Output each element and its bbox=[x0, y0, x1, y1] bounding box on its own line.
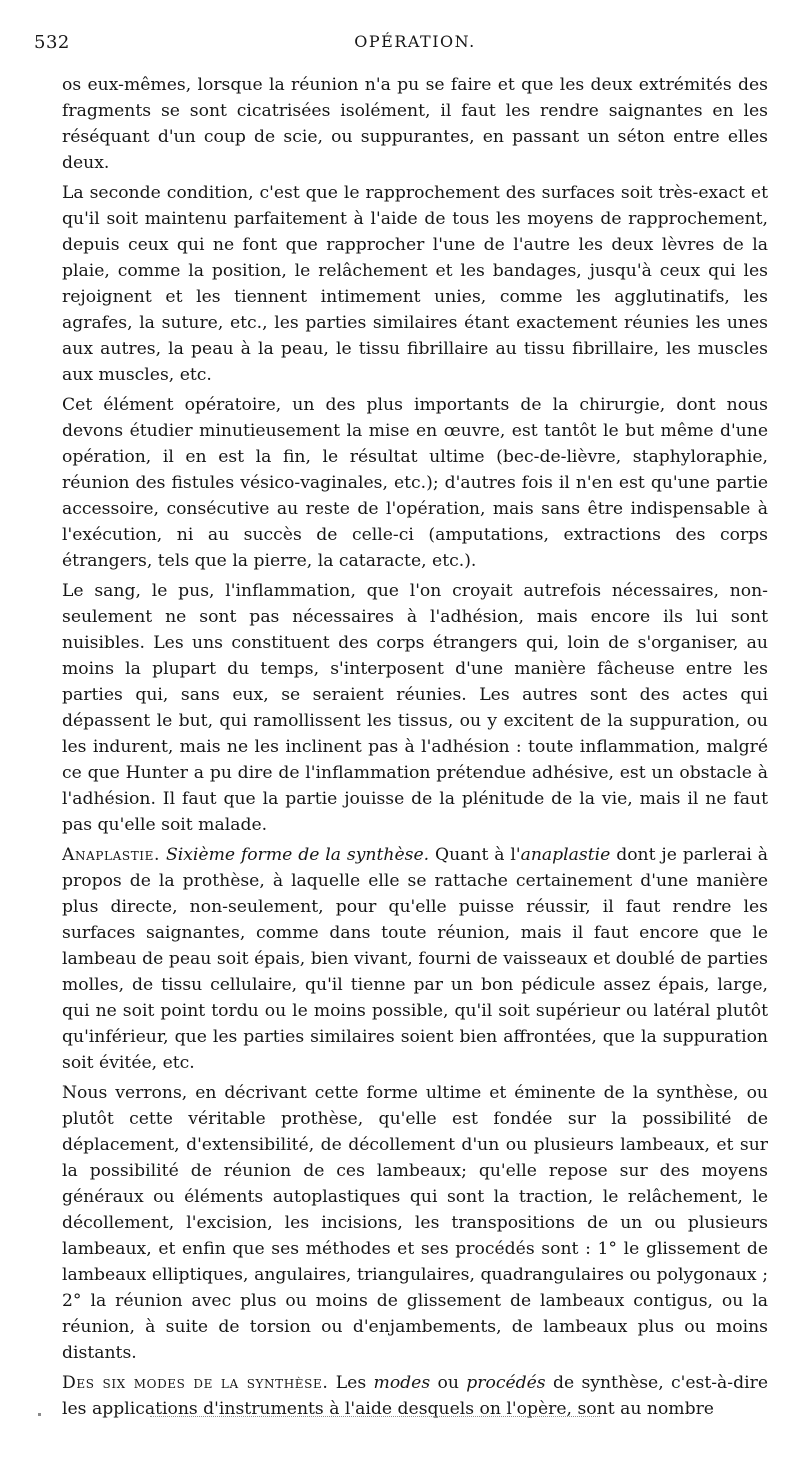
paragraph-3: Cet élément opératoire, un des plus importants de la chirurgie, dont nous devons étudier minutieusement la mise en œuvre, est tantôt le but même d'une opération, il en est la fin, le résultat ultime (bec-de-lièvre, staphyloraphie, réunion des fistules vésico-vaginales, etc.); d'autres fois il n'en est qu'une partie accessoire, consécutive au reste de l'opération, mais sans être indispensable à l'exécution, ni au succès de celle-ci (amputations, extractions des corps étrangers, tels que la pierre, la cataracte, etc.). bbox=[62, 395, 768, 571]
page-number: 532 bbox=[34, 32, 70, 53]
running-title: OPÉRATION. bbox=[354, 32, 476, 51]
book-page bbox=[34, 30, 769, 1426]
footer-rule bbox=[150, 1416, 600, 1417]
body-text bbox=[62, 72, 768, 1422]
paragraph-modes bbox=[62, 1370, 768, 1422]
paragraph-text: de synthèse, c'est-à-dire les applications d'instruments à l'aide desquels on l'opère, sont au nombre bbox=[62, 1373, 768, 1419]
paragraph-2: La seconde condition, c'est que le rapprochement des surfaces soit très-exact et qu'il soit maintenu parfaitement à l'aide de tous les moyens de rapprochement, depuis ceux qui ne font que rapprocher l'une de l'autre les deux lèvres de la plaie, comme la position, le relâchement et les bandages, jusqu'à ceux qui les rejoignent et les tiennent intimement unies, comme les agglutinatifs, les agrafes, la suture, etc., les parties similaires étant exactement réunies les unes aux autres, la peau à la peau, le tissu fibrillaire au tissu fibrillaire, les muscles aux muscles, etc. bbox=[62, 183, 768, 385]
italic-term: procédés bbox=[466, 1373, 546, 1393]
footer-mark bbox=[38, 1413, 41, 1416]
paragraph-1: os eux-mêmes, lorsque la réunion n'a pu se faire et que les deux extrémités des fragments se sont cicatrisées isolément, il faut les rendre saignantes en les réséquant d'un coup de scie, ou suppurantes, en passant un séton entre elles deux. bbox=[62, 75, 768, 173]
italic-term: anaplastie bbox=[520, 845, 611, 865]
paragraph-text: dont je parlerai à propos de la prothèse, à laquelle elle se rattache certainement d'une manière plus directe, non-seulement, pour qu'elle puisse réussir, il faut rendre les surfaces saignantes, comme dans toute réunion, mais il faut encore que le lambeau de peau soit épais, bien vivant, fourni de vaisseaux et doublé de parties molles, de tissu cellulaire, qu'il tienne par un bon pédicule assez épais, large, qui ne soit point tordu ou le moins possible, qu'il soit supérieur ou latéral plutôt qu'inférieur, que les parties similaires soient bien affrontées, que la suppuration soit évitée, etc. bbox=[62, 845, 769, 1073]
section-heading-anaplastie: Anaplastie. bbox=[62, 845, 161, 865]
paragraph-4: Le sang, le pus, l'inflammation, que l'on croyait autrefois nécessaires, non-seulement ne sont pas nécessaires à l'adhésion, mais encore ils lui sont nuisibles. Les uns constituent des corps étrangers qui, loin de s'organiser, au moins la plupart du temps, s'interposent d'une manière fâcheuse entre les parties qui, sans eux, se seraient réunies. Les autres sont des actes qui dépassent le but, qui ramollissent les tissus, ou y excitent de la suppuration, ou les indurent, mais ne les inclinent pas à l'adhésion : toute inflammation, malgré ce que Hunter a pu dire de l'inflammation prétendue adhésive, est un obstacle à l'adhésion. Il faut que la partie jouisse de la plénitude de la vie, mais il ne faut pas qu'elle soit malade. bbox=[62, 581, 768, 835]
italic-term: modes bbox=[373, 1373, 431, 1393]
paragraph-6: Nous verrons, en décrivant cette forme ultime et éminente de la synthèse, ou plutôt cette véritable prothèse, qu'elle est fondée sur la possibilité de déplacement, d'extensibilité, de décollement d'un ou plusieurs lambeaux, et sur la possibilité de réunion de ces lambeaux; qu'elle repose sur des moyens généraux ou éléments autoplastiques qui sont la traction, le relâchement, le décollement, l'excision, les incisions, les transpositions de un ou plusieurs lambeaux, et enfin que ses méthodes et ses procédés sont : 1° le glissement de lambeaux elliptiques, angulaires, triangulaires, quadrangulaires ou polygonaux ; 2° la réunion avec plus ou moins de glissement de lambeaux contigus, ou la réunion, à suite de torsion ou d'enjambements, de lambeaux plus ou moins distants. bbox=[62, 1083, 768, 1363]
running-head bbox=[34, 30, 768, 60]
paragraph-text: Quant à l' bbox=[429, 845, 521, 865]
section-subtitle: Sixième forme de la synthèse. bbox=[165, 845, 430, 865]
paragraph-text: ou bbox=[430, 1373, 467, 1393]
paragraph-text: Les bbox=[328, 1373, 374, 1393]
paragraph-anaplastie bbox=[62, 842, 768, 1076]
section-heading-modes: Des six modes de la synthèse. bbox=[62, 1373, 329, 1393]
